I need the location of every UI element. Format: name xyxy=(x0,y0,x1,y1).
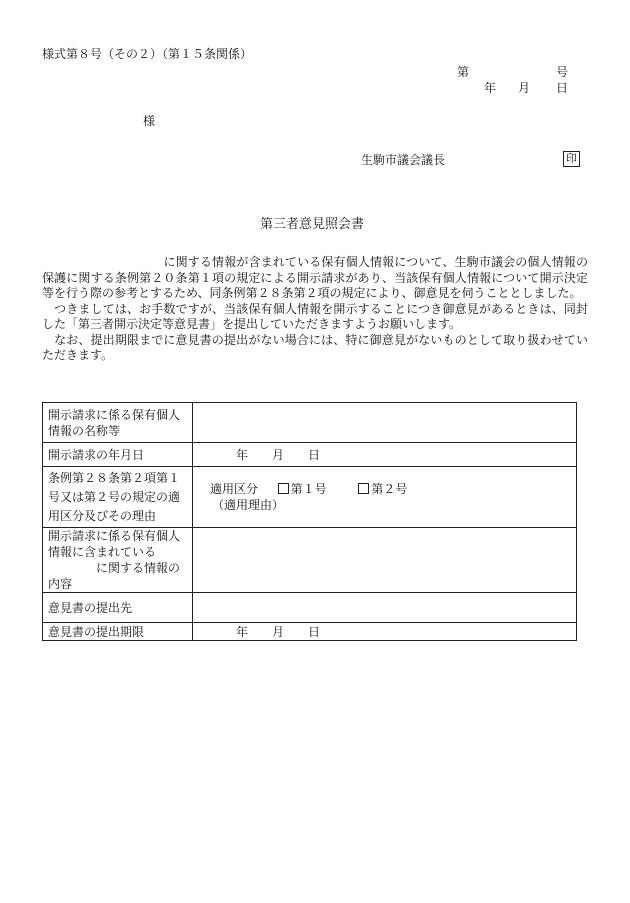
doc-number-suffix: 号 xyxy=(556,65,569,79)
option-1-checkbox[interactable] xyxy=(278,483,289,494)
sender-name: 生駒市議会議長 xyxy=(361,153,446,167)
table-row-submit-to xyxy=(43,593,577,623)
deadline-value[interactable]: 年 月 日 xyxy=(193,623,577,641)
table-row-item-name xyxy=(43,403,577,443)
body-paragraph-2: つきましては、お手数ですが、当該保有個人情報を開示することにつき御意見があるときは、同封した「第三者開示決定等意見書」を提出していただきますようお願いします。 xyxy=(42,301,588,331)
addressee-suffix: 様 xyxy=(143,114,156,128)
submit-to-value[interactable] xyxy=(193,593,577,623)
date-month: 月 xyxy=(518,81,531,95)
table-row-content xyxy=(43,528,577,593)
document-title: 第三者意見照会書 xyxy=(260,217,365,232)
deadline-label: 意見書の提出期限 xyxy=(43,623,193,641)
submit-to-label: 意見書の提出先 xyxy=(43,593,193,623)
category-label: 条例第２８条第２項第１ 号又は第２号の規定の適 用区分及びその理由 xyxy=(43,467,193,528)
table-row-category xyxy=(43,467,577,528)
request-date-value[interactable]: 年 月 日 xyxy=(193,443,577,467)
item-name-label: 開示請求に係る保有個人 情報の名称等 xyxy=(43,403,193,443)
body-text xyxy=(42,255,588,364)
inquiry-table xyxy=(42,402,577,641)
body-paragraph-3: なお、提出期限までに意見書の提出がない場合には、特に御意見がないものとして取り扱わせていただきます。 xyxy=(42,332,588,362)
category-heading: 適用区分 xyxy=(210,482,259,496)
option-1-label: 第１号 xyxy=(290,482,327,496)
category-value xyxy=(193,467,577,528)
content-value[interactable] xyxy=(193,528,577,593)
request-date-label: 開示請求の年月日 xyxy=(43,443,193,467)
option-2-checkbox[interactable] xyxy=(358,483,369,494)
reason-label: （適用理由） xyxy=(212,498,285,512)
seal-stamp: 印 xyxy=(563,151,580,167)
table-row-request-date xyxy=(43,443,577,467)
date-year: 年 xyxy=(484,81,497,95)
body-paragraph-1: に関する情報が含まれている保有個人情報について、生駒市議会の個人情報の保護に関する条例第２０条第１項の規定による開示請求があり、当該保有個人情報について開示決定等を行う際の参考とするため、同条例第２８条第２項の規定により、御意見を伺うこととしました。 xyxy=(42,255,588,300)
form-number: 様式第８号（その２）（第１５条関係） xyxy=(42,47,253,61)
doc-number-prefix: 第 xyxy=(457,65,470,79)
table-row-deadline xyxy=(43,623,577,641)
date-day: 日 xyxy=(556,81,569,95)
content-label: 開示請求に係る保有個人 情報に含まれている に関する情報の 内容 xyxy=(43,528,193,593)
option-2-label: 第２号 xyxy=(371,482,408,496)
item-name-value[interactable] xyxy=(193,403,577,443)
